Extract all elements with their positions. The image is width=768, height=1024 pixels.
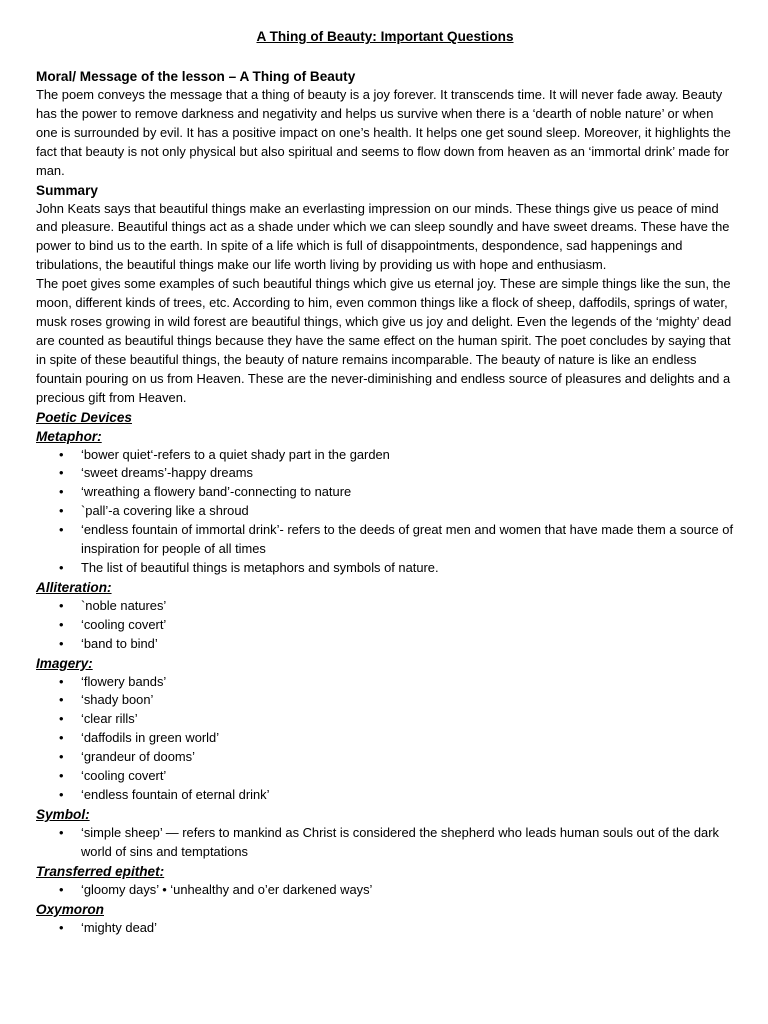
- symbol-heading: Symbol:: [36, 806, 90, 822]
- list-item: • ‘wreathing a flowery band’-connecting to nature: [36, 483, 734, 502]
- list-item: • ‘flowery bands’: [36, 673, 734, 692]
- list-item: • ‘daffodils in green world’: [36, 729, 734, 748]
- transferred-epithet-list: [36, 881, 734, 900]
- list-item: • ‘cooling covert’: [36, 616, 734, 635]
- symbol-list: [36, 824, 734, 862]
- list-item: • ‘band to bind’: [36, 635, 734, 654]
- moral-paragraph: The poem conveys the message that a thing of beauty is a joy forever. It transcends time. It will never fade away. Beauty has the power to remove darkness and negativity and helps us survive when there is a ‘dearth of noble nature’ or when one is surrounded by evil. It has a positive impact on one’s health. It helps one get sound sleep. Moreover, it highlights the fact that beauty is not only physical but also spiritual and seems to flow down from heaven as an ‘immortal drink’ made for man.: [36, 87, 731, 178]
- list-item: • `pall’-a covering like a shroud: [36, 502, 734, 521]
- summary-paragraph-2: The poet gives some examples of such beautiful things which give us eternal joy. These are simple things like the sun, the moon, different kinds of trees, etc. According to him, even common things like a flock of sheep, daffodils, springs of water, musk roses growing in wild forest are beautiful things, which give us joy and delight. Even the legends of the ‘mighty’ dead are counted as beautiful things because they have the same effect on the human spirit. The poet concludes by saying that in spite of these beautiful things, the beauty of nature remains incomparable. The beauty of nature is like an endless fountain pouring on us from Heaven. These are the never-diminishing and endless source of pleasures and delights and a precious gift from Heaven.: [36, 276, 732, 405]
- metaphor-list: [36, 446, 734, 578]
- list-item: • ‘endless fountain of immortal drink’- refers to the deeds of great men and women that have made them a source of inspiration for people of all times: [36, 521, 734, 559]
- alliteration-list: [36, 597, 734, 654]
- imagery-list: [36, 673, 734, 805]
- list-item: • `noble natures’: [36, 597, 734, 616]
- list-item: • ‘grandeur of dooms’: [36, 748, 734, 767]
- page-title: A Thing of Beauty: Important Questions: [256, 29, 514, 44]
- list-item: • ‘shady boon’: [36, 691, 734, 710]
- summary-heading: Summary: [36, 182, 98, 198]
- list-item: • ‘simple sheep’ — refers to mankind as Christ is considered the shepherd who leads human souls out of the dark world of sins and temptations: [36, 824, 734, 862]
- list-item: • ‘endless fountain of eternal drink’: [36, 786, 734, 805]
- metaphor-heading: Metaphor:: [36, 428, 102, 444]
- list-item: • ‘cooling covert’: [36, 767, 734, 786]
- moral-heading: Moral/ Message of the lesson – A Thing of Beauty: [36, 69, 356, 84]
- imagery-heading: Imagery:: [36, 655, 93, 671]
- transferred-epithet-heading: Transferred epithet:: [36, 863, 165, 879]
- list-item: • ‘gloomy days’ • ‘unhealthy and o’er darkened ways’: [36, 881, 734, 900]
- list-item: • ‘mighty dead’: [36, 919, 734, 938]
- list-item: • ‘sweet dreams’-happy dreams: [36, 464, 734, 483]
- oxymoron-list: [36, 919, 734, 938]
- list-item: • ‘clear rills’: [36, 710, 734, 729]
- alliteration-heading: Alliteration:: [36, 579, 112, 595]
- list-item: • ‘bower quiet‘-refers to a quiet shady part in the garden: [36, 446, 734, 465]
- poetic-devices-heading: Poetic Devices: [36, 409, 132, 425]
- list-item: • The list of beautiful things is metaphors and symbols of nature.: [36, 559, 734, 578]
- oxymoron-heading: Oxymoron: [36, 901, 104, 917]
- summary-paragraph-1: John Keats says that beautiful things make an everlasting impression on our minds. These things give us peace of mind and pleasure. Beautiful things act as a shade under which we can sleep soundly and have sweet dreams. These have the power to bind us to the earth. In spite of a life which is full of disappointments, despondence, sad happenings and tribulations, the beautiful things make our life worth living by providing us with hope and enthusiasm.: [36, 200, 730, 273]
